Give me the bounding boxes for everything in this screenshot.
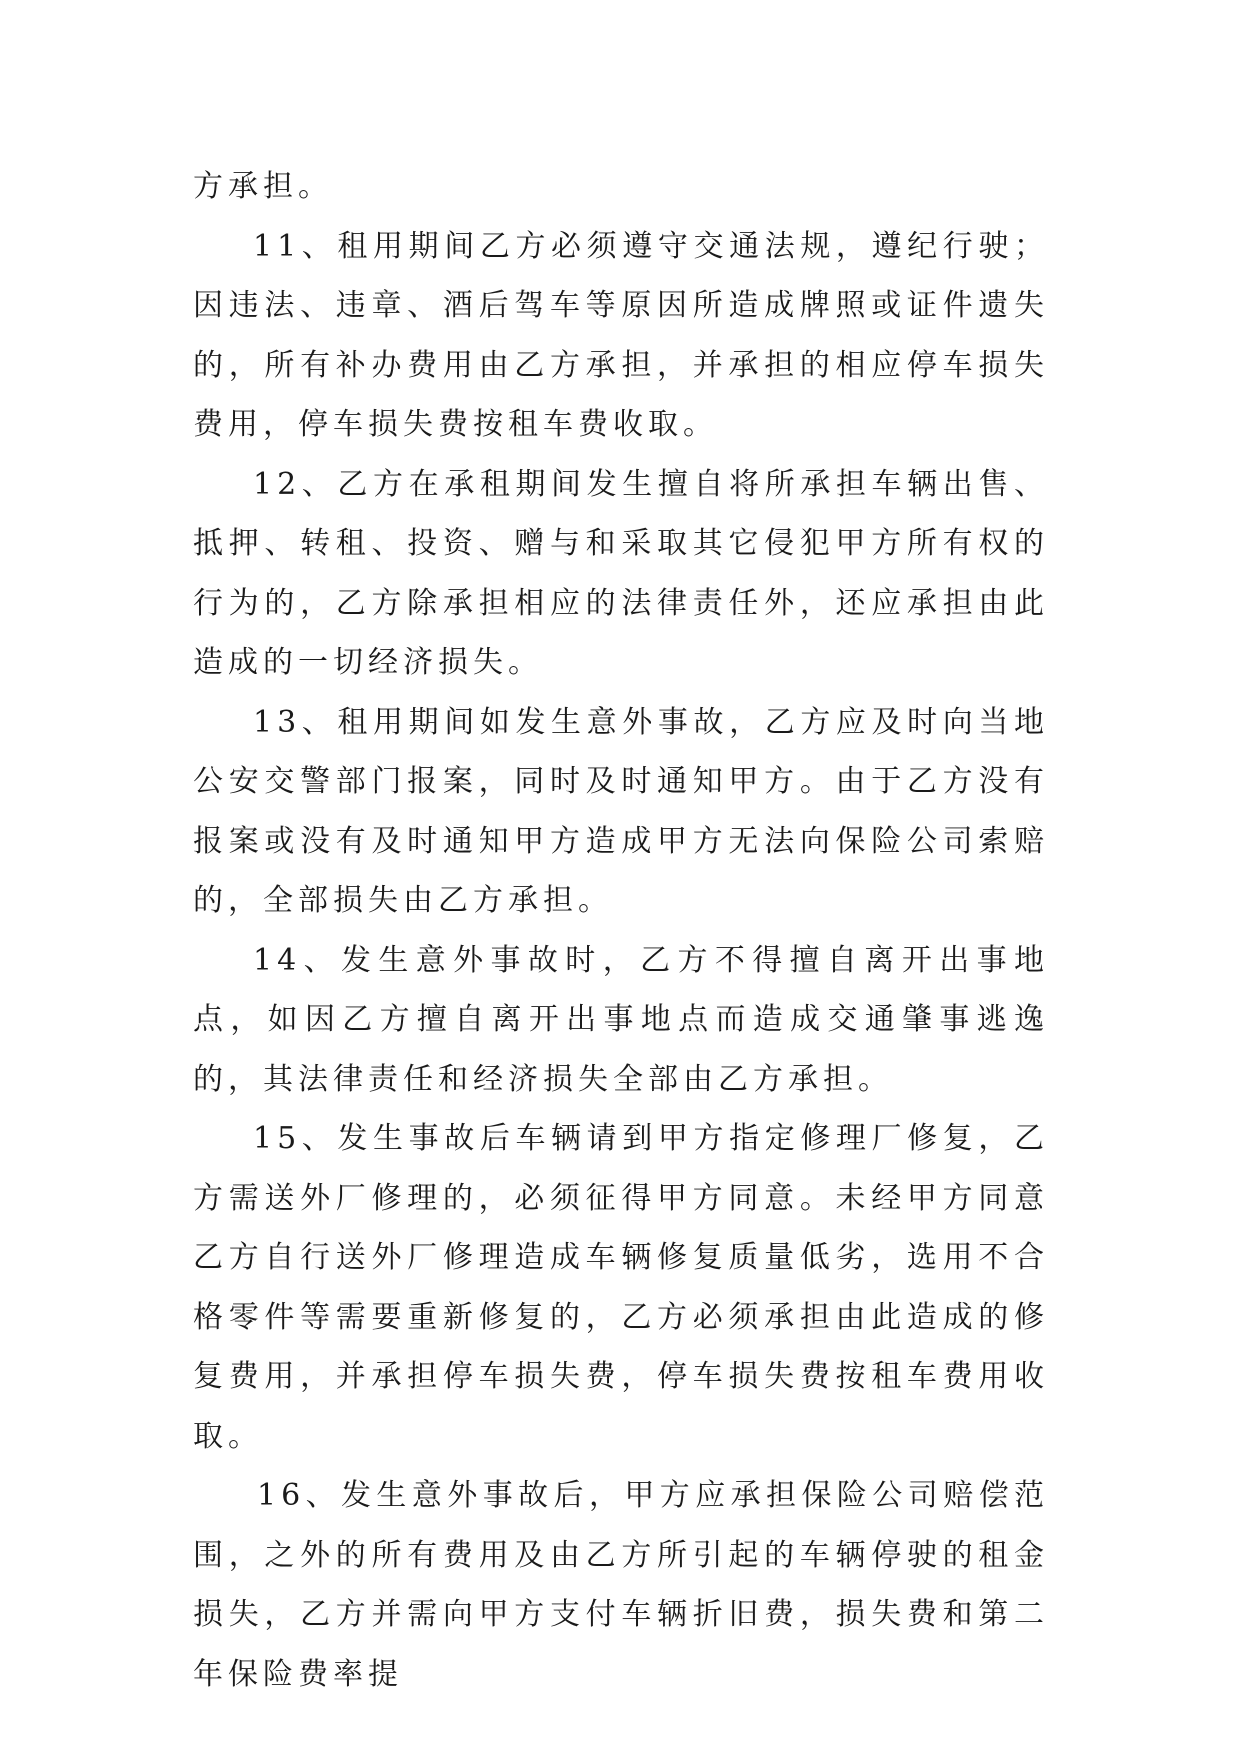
- clause-13: 13、租用期间如发生意外事故，乙方应及时向当地公安交警部门报案，同时及时通知甲方。由于乙方没有报案或没有及时通知甲方造成甲方无法向保险公司索赔的，全部损失由乙方承担。: [193, 704, 1049, 918]
- clause-16: 16、发生意外事故后，甲方应承担保险公司赔偿范围，之外的所有费用及由乙方所引起的车辆停驶的租金损失，乙方并需向甲方支付车辆折旧费，损失费和第二年保险费率提: [193, 1478, 1049, 1692]
- clause-14: 14、发生意外事故时，乙方不得擅自离开出事地点，如因乙方擅自离开出事地点而造成交通肇事逃逸的，其法律责任和经济损失全部由乙方承担。: [193, 942, 1049, 1097]
- paragraph-10-continuation: 方承担。: [193, 169, 333, 204]
- clause-12: 12、乙方在承租期间发生擅自将所承担车辆出售、抵押、转租、投资、赠与和采取其它侵犯甲方所有权的行为的，乙方除承担相应的法律责任外，还应承担由此造成的一切经济损失。: [193, 466, 1049, 680]
- clause-11: 11、租用期间乙方必须遵守交通法规，遵纪行驶；因违法、违章、酒后驾车等原因所造成牌照或证件遗失的，所有补办费用由乙方承担，并承担的相应停车损失费用，停车损失费按租车费收取。: [193, 228, 1049, 442]
- document-body: [193, 157, 1049, 1704]
- clause-15: 15、发生事故后车辆请到甲方指定修理厂修复，乙方需送外厂修理的，必须征得甲方同意。未经甲方同意乙方自行送外厂修理造成车辆修复质量低劣，选用不合格零件等需要重新修复的，乙方必须承担由此造成的修复费用，并承担停车损失费，停车损失费按租车费用收取。: [193, 1121, 1049, 1454]
